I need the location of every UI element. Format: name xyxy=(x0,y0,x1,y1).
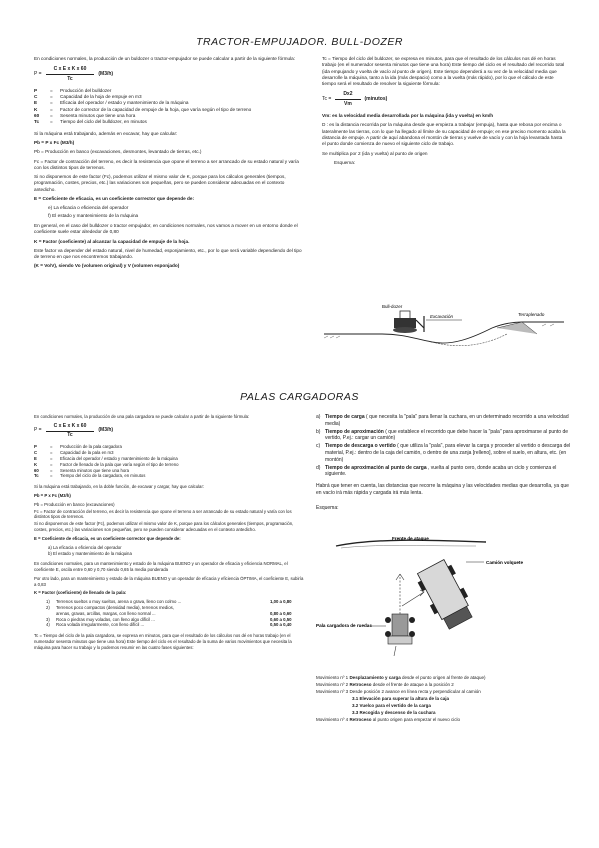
tc-formula: Tc = $\frac{Dx2}{Vm}$ (minutos) xyxy=(322,91,388,107)
k-row-value: 0,50 a 0,40 xyxy=(270,622,292,628)
movement-item xyxy=(316,681,574,688)
formula-units: (M3/h) xyxy=(98,70,114,77)
section1-left-column xyxy=(34,56,304,273)
def-value: Producción del bulldozer xyxy=(60,87,112,93)
pb-formula: Pb = P x Fc (M3/h) xyxy=(34,139,75,145)
def-key: C xyxy=(34,450,38,456)
def-eq: = xyxy=(50,119,53,125)
no-fc-text: Si no disponemos de este factor (Fc), podemos utilizar el mismo valor de K, porque para los cálculos generales (tiempos, programación, costes, precios, etc.) las variaciones son pequeñas, pero se pueden considerar adecuadas en el contexto antedicho. xyxy=(34,174,286,192)
k-text: Este factor va depender del estado natural, nivel de humedad, esponjamiento, etc., por lo que será variable dependiendo del tipo de terreno en que nos encontremos trabajando. xyxy=(34,247,302,260)
movement-item xyxy=(316,674,574,681)
definitions-list xyxy=(34,88,304,126)
section2-left-column xyxy=(34,414,304,654)
def-key: P xyxy=(34,87,38,93)
movement-bold: Retroceso xyxy=(349,682,372,687)
def-value: Sesenta minutos que tiene una hora xyxy=(60,113,136,119)
d-definition: D : es la distancia recorrida por la máquina desde que empieza a trabajar (empuja), hasta que rebosa por encima o lateralmente las tierras, con lo que ha llegado al límite de su capacidad de empuje; en ese preciso momento acaba la distancia de empuje. A partir de aquí abandona el montón de tierras y vuelve de vacío y con la hoja levantada hasta el punto donde comienza de nuevo el siguiente ciclo de trabajo. xyxy=(322,122,566,147)
phase-letter: b) xyxy=(316,428,321,435)
def-key: C xyxy=(34,94,38,100)
movement-heading: Movimiento nº 3 xyxy=(316,689,349,694)
def-key: K xyxy=(34,461,38,467)
def-eq: = xyxy=(50,455,53,461)
movement-text: al punto origen para empezar el nuevo ciclo xyxy=(372,717,461,722)
general-text: En general, en el caso del bulldozer o tractor empujador, en condiciones normales, nos vamos a mover en un entorno donde el coeficiente suele estar alrededor de 0,80 xyxy=(34,222,298,235)
movement-text: 3.2 Vuelco para el vertido de la carga xyxy=(352,703,431,708)
k-row-value: 1,00 a 0,80 xyxy=(270,599,292,605)
loader-sketch xyxy=(316,534,574,664)
e-coefficient: E = Coeficiente de eficacia, es un coeficiente corrector que depende de: xyxy=(34,196,195,202)
habra-text: Habrá que tener en cuenta, las distancias que recorre la máquina y las velocidades medias que desarrolla, ya que en vacío irá más rápida y cargada irá más lenta. xyxy=(316,483,569,496)
k-row-text: Roca o piedras muy voladas, con lleno algo difícil ... xyxy=(56,616,155,622)
movement-text: desde el frente de ataque a la posición 2 xyxy=(372,682,454,687)
production-formula xyxy=(34,66,304,82)
k-factor: K = Factor (coeficiente) al alcanzar la capacidad de empuje de la hoja. xyxy=(34,238,190,244)
section1-title: TRACTOR-EMPUJADOR. BULL-DOZER xyxy=(196,36,403,48)
phase-letter: a) xyxy=(316,414,321,420)
phase-heading: Tiempo de aproximación xyxy=(325,428,384,435)
section2-title: PALAS CARGADORAS xyxy=(240,391,359,403)
movement-heading: Movimiento nº 4 xyxy=(316,717,349,722)
sketch-label: Excavación xyxy=(430,314,454,319)
k-row-text: Terrenos sueltos o muy sueltos, arena o grava, lleno con colmo ... xyxy=(56,599,182,605)
esquema-label: Esquema: xyxy=(316,504,339,511)
movement-text: desde el punto origen al frente de ataque) xyxy=(401,675,486,680)
e-item: f) El estado y mantenimiento de la máquina xyxy=(48,212,139,218)
movement-item xyxy=(316,688,574,695)
def-key: E xyxy=(34,455,37,461)
intro-text: En condiciones normales, la producción de una pala cargadora se puede calcular a partir de la siguiente fórmula: xyxy=(34,414,250,419)
excavar-text: Si la máquina está trabajando, además en excavar, hay que calcular: xyxy=(34,130,178,136)
no-fc-text: Si no disponemos de este factor (Fc), podemos utilizar el mismo valor de K, porque para los cálculos generales (tiempos, programación, costes, precios, etc.) las variaciones son pequeñas, pero se pueden considerar adecuadas en el contexto antedicho. xyxy=(34,521,294,532)
phase-text: ( que utiliza la "pala", para elevar la carga y proceder al vertido o descarga del material, P.ej.: dentro de la caja del camión, o dentro de una zanja [relleno], sobre el suelo, en altura, etc. (en montón) xyxy=(325,443,571,463)
section1-right-column xyxy=(322,56,566,169)
phase-letter: d) xyxy=(316,464,321,471)
def-value: Eficacia del operador / estado y mantenimiento de la máquina xyxy=(60,455,178,461)
movement-text: Desde posición 2 avance en línea recta y perpendicular al camión xyxy=(349,689,481,694)
def-eq: = xyxy=(50,106,53,112)
k-row-text: Terrenos poco compactos (densidad media), terrenos medios, xyxy=(56,604,174,610)
movement-text: 3.1 Elevación para superar la altura de la caja xyxy=(352,696,450,701)
multiplica-text: Se multiplica por 2 (ida y vuelta) al punto de origen xyxy=(322,150,428,156)
e-item: b) El estado y mantenimiento de la máquina xyxy=(48,551,132,557)
phase-heading: Tiempo de carga xyxy=(325,414,365,420)
def-key: E xyxy=(34,100,38,106)
bulldozer-sketch xyxy=(322,298,566,360)
movement-heading: Movimiento nº 2 xyxy=(316,682,349,687)
k-row xyxy=(46,622,304,628)
def-eq: = xyxy=(50,113,53,119)
def-value: Capacidad de la hoja de empuje en m3 xyxy=(60,94,142,100)
movement-bold: Retroceso xyxy=(349,717,372,722)
section2-right-column xyxy=(316,414,574,515)
formula-lhs: P = xyxy=(34,70,42,77)
phases-list xyxy=(316,414,574,478)
def-eq: = xyxy=(50,87,53,93)
def-value: Capacidad de la pala en m3 xyxy=(60,450,114,456)
tc-text: Tc = Tiempo del ciclo del buldozer, se expresa en minutos, para que el resultado de los cálculos nos dé en horas trabajo (en el numerador sesenta minutos que tiene una hora) Este tiempo del ciclo es el resultado del recorrido total (ida empujando y vuelta de vacío al punto de origen). Este tiempo dependerá a su vez de la velocidad media que desarrolle la máquina, tanto a la ida (más despacio) como a la vuelta (más rápido), por lo que el cálculo de este tiempo será el resultado de resolver la siguiente fórmula: xyxy=(322,56,565,87)
fc-definition: Fc = Factor de contracción del terreno, es decir la resistencia que opone el terreno a ser arrancado de su estado natural y varía con los distintos tipos de terrenos. xyxy=(34,508,292,520)
def-key: Tc xyxy=(34,473,39,479)
phase-letter: c) xyxy=(316,443,321,450)
k-factor: K = Factor (coeficiente) de llenado de la pala: xyxy=(34,590,127,596)
doble-text: Si la máquina está trabajando, en la doble función, de excavar y cargar, hay que calcular: xyxy=(34,484,205,490)
def-key: Tc xyxy=(34,119,40,125)
movement-item xyxy=(316,716,574,723)
def-value: Tiempo del ciclo de la cargadora, en minutos xyxy=(60,473,146,479)
k-row-number: 3) xyxy=(46,616,50,622)
def-eq: = xyxy=(50,94,53,100)
k-row-value: 0,80 a 0,60 xyxy=(270,610,292,616)
production-formula: P = $\frac{\text{C x E x K x 60}}{Tc}$ (M3/h) xyxy=(34,422,114,438)
def-value: Producción de la pala cargadora xyxy=(60,444,122,450)
sketch-label: Terraplenado xyxy=(518,312,545,317)
def-key: 60 xyxy=(34,113,40,119)
sketch-label: Pala cargadora de ruedas xyxy=(316,623,372,628)
def-eq: = xyxy=(50,467,53,473)
formula-numerator: C x E x K x 60 xyxy=(46,66,95,74)
def-value: Eficacia del operador / estado y mantenimiento de la máquina xyxy=(60,100,189,106)
phase-item xyxy=(316,414,574,428)
movement-text: 3.3 Recogida y descenso de la cuchara xyxy=(352,710,436,715)
normal-text: En condiciones normales, para un mantenimiento y estado de la máquina BUENO y un operador de eficacia y eficiencia NORMAL, el coeficiente E, oscila entre 0,60 y 0,70 siendo 0,65 la media ponderada xyxy=(34,561,288,572)
def-eq: = xyxy=(50,461,53,467)
formula-denominator: Tc xyxy=(67,75,73,82)
esquema-label: Esquema: xyxy=(334,159,356,165)
k-row-number: 2) xyxy=(46,604,50,610)
movement-item xyxy=(316,709,574,716)
e-coefficient: E = Coeficiente de eficacia, es un coeficiente corrector que depende de: xyxy=(34,535,181,541)
def-eq: = xyxy=(50,450,53,456)
intro-text: En condiciones normales, la producción de un buldozer o tractor-empujador se puede calcular a partir de la siguiente fórmula: xyxy=(34,56,296,61)
e-item: e) La eficacia o eficiencia del operador xyxy=(48,205,129,211)
def-value: Sesenta minutos que tiene una hora xyxy=(60,467,130,473)
tc-text: Tc = Tiempo del ciclo de la pala cargadora, se expresa en minutos, para que el resultado de los cálculos nos dé en horas trabajo (en el numerador sesenta minutos que tiene una hora) Este tiempo del ciclo es el resultado de la suma de varios movimientos que necesita la máquina para hacer su trabajo y lo podemos resumir en las cuatro fases siguientes: xyxy=(34,633,292,650)
movements-list xyxy=(316,674,574,723)
fc-definition: Fc = Factor de contracción del terreno, es decir la resistencia que opone el terreno a ser arrancado de su estado natural y varía con los distintos tipos de terrenos. xyxy=(34,158,299,170)
vm-definition: Vm: es la velocidad media desarrollada por la máquina (ida y vuelta) en km/h xyxy=(322,113,494,119)
k-row-value: 0,60 a 0,50 xyxy=(270,616,292,622)
phase-item xyxy=(316,465,574,479)
def-value: Factor de llenado de la pala que varía según el tipo de terreno xyxy=(60,461,179,467)
def-key: K xyxy=(34,106,38,112)
e-item: a) La eficacia o eficiencia del operador xyxy=(48,544,122,550)
phase-text: ( que establece el recorrido que debe hacer la "pala" para aproximarse al punto de vertido, P.ej.: cargar un camión) xyxy=(325,428,569,442)
pb-definition: Pb = Producción en banco (excavaciones, desmontes, levantado de tierras, etc.) xyxy=(34,149,202,155)
k-row-text: arenas, gravas, arcillas, margas, con lleno normal ... xyxy=(56,610,156,616)
k-row-number: 4) xyxy=(46,622,50,628)
movement-bold: Desplazamiento y carga xyxy=(349,675,401,680)
phase-heading: Tiempo de descarga o vertido xyxy=(325,443,396,450)
def-value: Factor de corrector de la capacidad de empuje de la hoja, que varía según el tipo de terreno xyxy=(60,106,252,112)
optima-text: Por otro lado, para un mantenimiento y estado de la máquina BUENO y un operador de eficacia y eficiencia ÓPTIMA, el coeficiente E, subiría a 0,83 xyxy=(34,575,304,587)
movement-item xyxy=(316,702,574,709)
phase-item xyxy=(316,429,574,443)
def-key: 60 xyxy=(34,467,39,473)
phase-text: , vuelta al punto cero, donde acaba un ciclo y comienza el siguiente. xyxy=(325,464,557,478)
definitions-list xyxy=(34,444,304,479)
def-eq: = xyxy=(50,444,53,450)
k-formula: (K = Vo/V), siendo Vo (volumen original) y V (volumen esponjado) xyxy=(34,263,180,269)
def-value: Tiempo del ciclo del bulldozer, en minutos xyxy=(60,119,147,125)
sketch-label: Frente de ataque xyxy=(392,536,429,541)
k-table xyxy=(46,599,304,628)
pb-definition: Pb = Producción en banco (excavaciones) xyxy=(34,501,115,507)
sketch-label: Camión volquete xyxy=(486,560,524,565)
phase-heading: Tiempo de aproximación al punto de carga xyxy=(325,464,427,471)
movement-item xyxy=(316,695,574,702)
def-eq: = xyxy=(50,100,53,106)
pb-formula: Pb = P x Fc (M3/h) xyxy=(34,492,71,498)
phase-item xyxy=(316,443,574,463)
sketch-label: Bull-dozer xyxy=(382,304,403,309)
movement-heading: Movimiento nº 1 xyxy=(316,675,349,680)
k-row-number: 1) xyxy=(46,599,50,605)
def-key: P xyxy=(34,444,37,450)
phase-text: ( que necesita la "pala" para llenar la cuchara, en un determinado recorrido a una velocidad media) xyxy=(325,414,569,427)
k-row-text: Roca volada irregularmente, con lleno difícil ... xyxy=(56,622,145,628)
def-eq: = xyxy=(50,473,53,479)
